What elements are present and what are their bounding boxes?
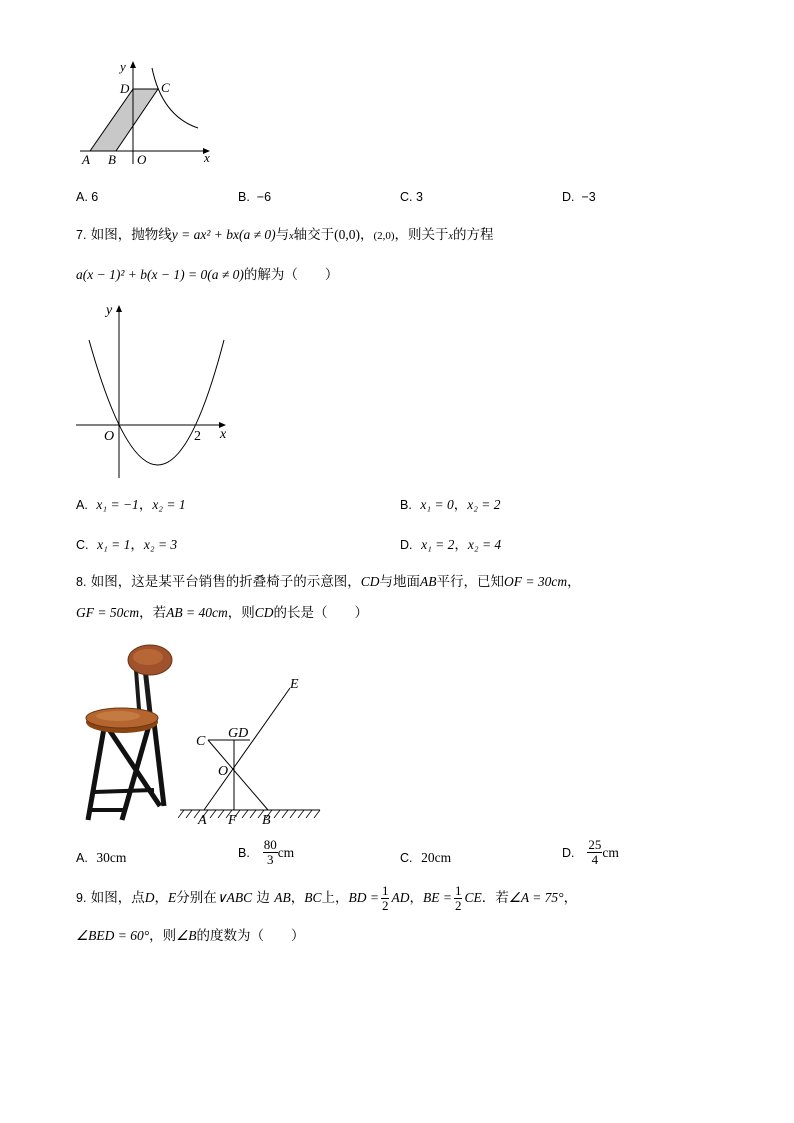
q6-y-arrow [130, 61, 136, 68]
q8-option-b-fraction [263, 838, 278, 867]
q8-option-c-letter: C. [400, 851, 413, 865]
q9-be-fraction [454, 884, 463, 913]
q9-be-den: 2 [454, 897, 462, 913]
q6-label-b: B [108, 152, 116, 167]
q8-option-d-fraction [587, 838, 602, 867]
q8-option-b-num: 80 [263, 837, 277, 852]
q8-chair-image [78, 640, 178, 826]
q7-option-d[interactable] [400, 536, 501, 554]
q7-x-symbol-2: x [448, 231, 453, 242]
q7-label-o: O [104, 429, 115, 444]
q8-stem-line1 [76, 573, 581, 591]
q9-bd-num: 1 [381, 882, 389, 898]
q9-be-num: 1 [454, 882, 462, 898]
q8-text-e: ，若 [139, 605, 167, 621]
q9-stem-line2 [76, 927, 304, 945]
q8-of: OF = 30cm [504, 574, 568, 589]
q9-text-f: ，则 [149, 928, 177, 944]
q6-label-y: y [120, 59, 126, 74]
q6-label-d: D [120, 81, 130, 96]
q8-label-c: C [196, 734, 206, 749]
q8-label-b: B [262, 813, 271, 828]
q8-option-b-letter: B. [238, 845, 250, 860]
q9-point-d: D [144, 890, 155, 905]
q7-label-y: y [106, 303, 113, 318]
q6-option-a-value: 6 [91, 190, 99, 204]
q9-side-ab: AB [274, 890, 291, 905]
q7-comma: ， [359, 227, 374, 243]
q8-ab-len: AB = 40cm [166, 605, 228, 620]
q6-label-x: x [204, 150, 210, 165]
q9-text-d: 上， [321, 890, 349, 906]
q9-comma-2: ， [290, 890, 305, 906]
q8-label-o: O [218, 764, 229, 779]
q7-text-b: 与 [275, 227, 290, 243]
q8-text-b: 与地面 [379, 574, 420, 590]
q8-gf: GF = 50cm [76, 605, 140, 620]
q8-option-d-letter: D. [562, 845, 575, 860]
q8-stem-line2 [76, 604, 368, 622]
q8-option-b[interactable] [238, 838, 294, 867]
q6-option-d-letter: D. [562, 190, 575, 204]
q7-option-d-x1: x₁ = 2 [421, 537, 455, 552]
q8-label-e: E [290, 677, 299, 692]
q7-label-x: x [220, 427, 227, 442]
q8-label-a: A [198, 813, 207, 828]
q8-option-d-unit: cm [602, 844, 619, 860]
q7-stem-line1 [76, 226, 494, 246]
q9-bd-rhs: AD [391, 890, 410, 905]
q9-side-bc: BC [304, 890, 322, 905]
q8-text-c: 平行，已知 [436, 574, 504, 590]
q9-triangle: ∨ABC [216, 890, 253, 905]
q7-option-d-sep: ， [454, 537, 468, 553]
q8-option-d-num: 25 [588, 837, 602, 852]
q6-option-b-letter: B. [238, 190, 250, 204]
q8-option-d[interactable] [562, 838, 619, 867]
q8-cd: CD [360, 574, 380, 589]
q7-option-b-letter: B. [400, 498, 412, 512]
q7-option-a-x2: x₂ = 1 [152, 497, 186, 512]
q9-angle-bed: ∠BED = 60° [76, 928, 150, 943]
q6-label-a: A [82, 152, 90, 167]
q6-hyperbola [152, 68, 198, 128]
q7-option-c-sep: ， [130, 537, 144, 553]
q7-text-d: ，则关于 [394, 227, 449, 243]
q7-formula-parabola: y = ax² + bx(a ≠ 0) [171, 227, 276, 242]
q9-angle-b: ∠B [176, 928, 197, 943]
q6-parallelogram [90, 89, 158, 151]
q9-number: 9. [76, 891, 87, 905]
q7-parabola [89, 340, 224, 465]
q7-point-2: (2,0) [373, 230, 395, 242]
q7-option-c-x1: x₁ = 1 [97, 537, 131, 552]
q7-number: 7. [76, 228, 87, 242]
q7-text-a: 如图，抛物线 [90, 227, 172, 243]
q7-text-c: 轴交于 [293, 227, 335, 243]
q6-option-c[interactable] [400, 188, 423, 206]
q6-option-c-value: 3 [415, 190, 423, 204]
q7-text-f: 的解为（ ） [243, 267, 339, 283]
q8-option-a-letter: A. [76, 851, 88, 865]
q9-text-c: 边 [256, 890, 270, 906]
q8-option-b-den: 3 [266, 852, 274, 867]
q8-option-a-value: 30cm [96, 850, 127, 865]
q9-text-a: 如图，点 [90, 890, 145, 906]
q9-bd-fraction [381, 884, 390, 913]
q9-bd-lhs: BD = [348, 890, 379, 905]
q7-x-symbol: x [289, 231, 294, 242]
q6-option-b[interactable] [238, 188, 271, 206]
q6-label-c: C [161, 80, 170, 95]
q9-stem-line1 [76, 880, 577, 916]
q7-stem-line2 [76, 266, 338, 284]
q7-option-c-letter: C. [76, 538, 89, 552]
q7-y-arrow [116, 305, 122, 312]
q7-figure [74, 300, 244, 482]
q8-segment-ae [204, 688, 290, 810]
q9-angle-a: ∠A = 75° [508, 890, 564, 905]
q7-option-a-letter: A. [76, 498, 88, 512]
q9-be-rhs: CE [464, 890, 482, 905]
q8-text-f: ，则 [227, 605, 255, 621]
q8-ab: AB [420, 574, 437, 589]
q7-equation: a(x − 1)² + b(x − 1) = 0(a ≠ 0) [76, 267, 244, 282]
q6-option-b-value: −6 [256, 190, 272, 204]
q9-comma: ， [154, 890, 168, 906]
q6-label-o: O [137, 152, 147, 167]
q8-option-b-unit: cm [277, 844, 295, 860]
q9-point-e: E [167, 890, 177, 905]
q8-option-c-value: 20cm [421, 850, 452, 865]
q8-label-gd: GD [228, 726, 249, 741]
q9-text-g: 的度数为（ ） [196, 928, 305, 944]
q7-option-b-x2: x₂ = 2 [467, 497, 501, 512]
q7-option-a[interactable] [76, 496, 186, 514]
q7-option-c-x2: x₂ = 3 [143, 537, 178, 552]
q7-option-b-x1: x₁ = 0 [420, 497, 454, 512]
q8-label-f: F [228, 813, 237, 828]
q7-point-1: (0,0) [334, 227, 360, 242]
q8-text-g: 的长是（ ） [273, 605, 368, 621]
q6-option-a[interactable] [76, 188, 98, 206]
q6-option-d-value: −3 [581, 190, 596, 204]
q7-option-d-x2: x₂ = 4 [467, 537, 502, 552]
q6-option-a-letter: A. [76, 190, 88, 204]
q9-be-lhs: BE = [422, 890, 452, 905]
q7-option-a-x1: x₁ = −1 [96, 497, 139, 512]
q8-segment-cb [208, 740, 268, 810]
q9-text-b: 分别在 [176, 890, 217, 906]
q8-text-a: 如图，这是某平台销售的折叠椅子的示意图， [90, 574, 361, 590]
q7-option-a-sep: ， [138, 497, 153, 513]
q8-number: 8. [76, 575, 87, 589]
q7-option-b-sep: ， [453, 497, 468, 513]
q6-option-c-letter: C. [400, 190, 413, 204]
q9-comma-4: ， [563, 890, 578, 906]
q9-comma-3: ， [409, 890, 423, 906]
q6-figure [76, 58, 226, 170]
q8-text-d: ， [567, 574, 581, 590]
q7-option-d-letter: D. [400, 538, 413, 552]
q8-option-d-den: 4 [591, 852, 599, 867]
q7-label-2: 2 [194, 429, 201, 444]
q9-text-e: ．若 [481, 890, 509, 906]
q7-option-c[interactable] [76, 536, 177, 554]
q7-option-b[interactable] [400, 496, 501, 514]
q8-option-c[interactable] [400, 849, 451, 867]
q7-text-e: 的方程 [453, 227, 494, 243]
q9-bd-den: 2 [381, 897, 389, 913]
q8-option-a[interactable] [76, 849, 126, 867]
q6-option-d[interactable] [562, 188, 596, 206]
q8-cd-2: CD [254, 605, 274, 620]
q8-diagram [178, 672, 328, 832]
